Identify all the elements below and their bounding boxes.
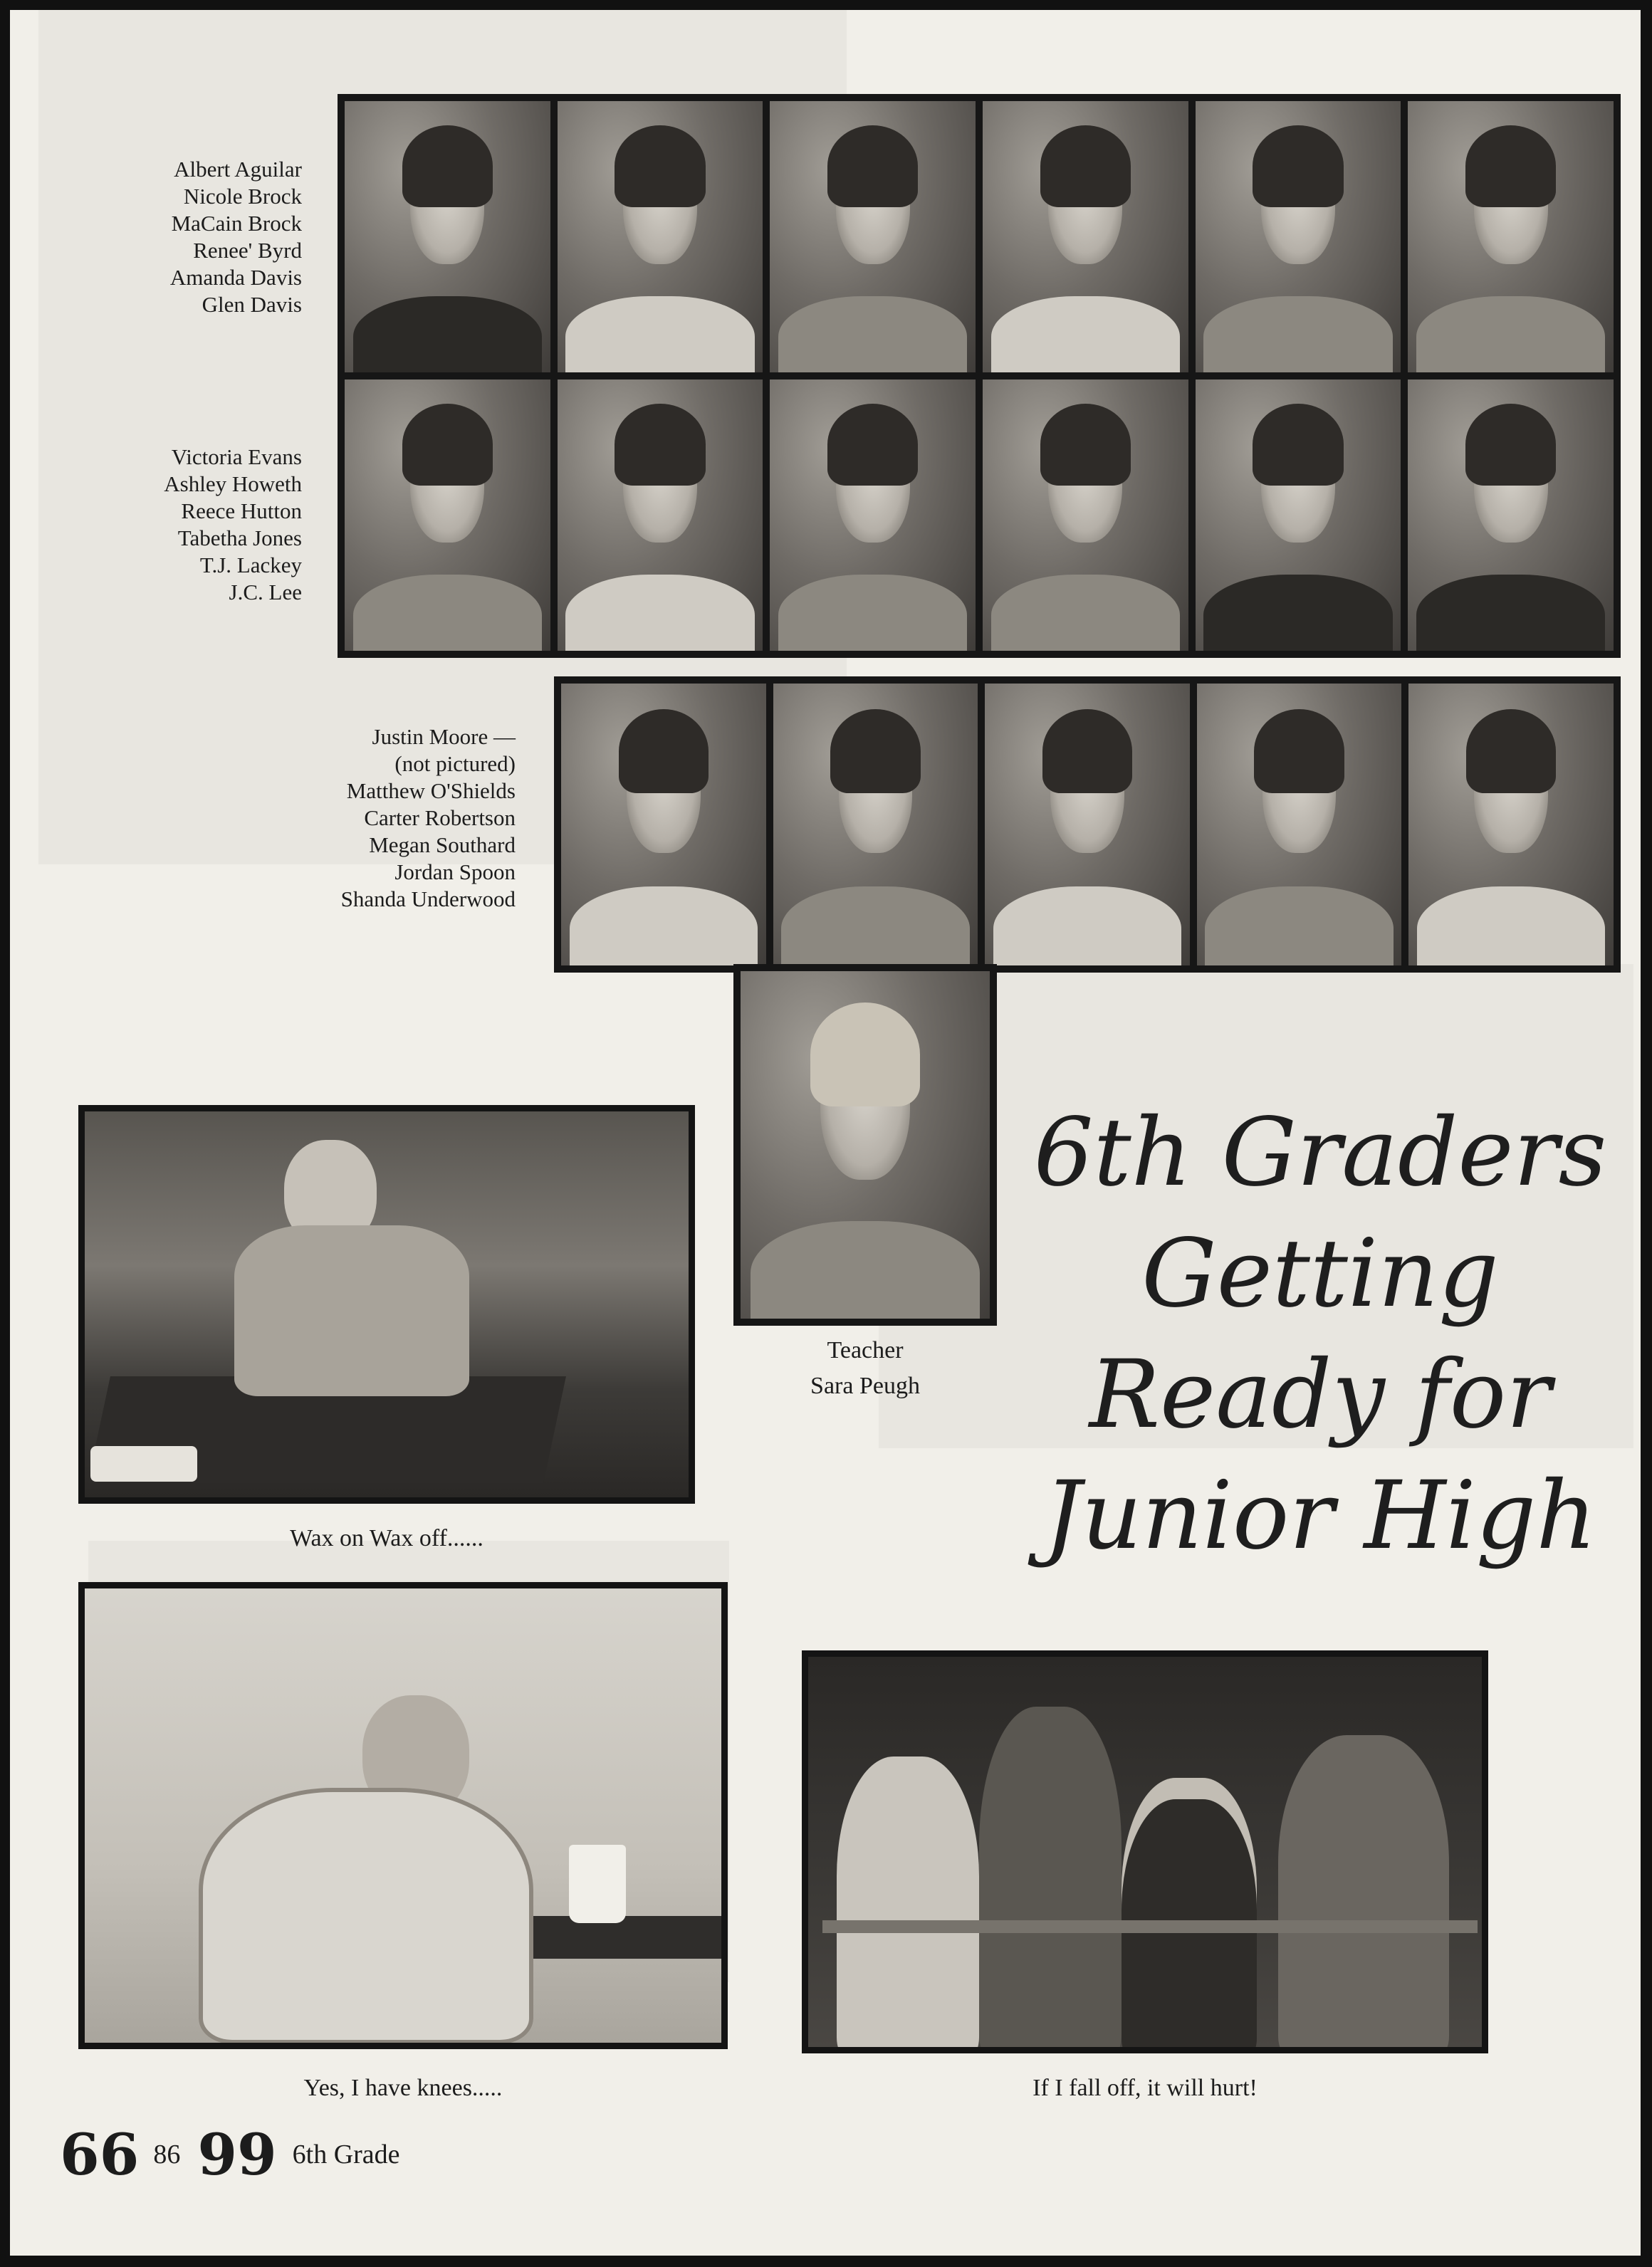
names-row-2: [164, 444, 302, 606]
portrait-grid-row-3: [554, 676, 1621, 973]
candid-photo-knees: [78, 1582, 728, 2049]
student-portrait: [1408, 379, 1614, 651]
railing: [822, 1920, 1478, 1933]
student-figure: [1278, 1735, 1449, 2047]
student-portrait: [561, 684, 766, 965]
cup-shape: [569, 1845, 626, 1923]
teacher-role: Teacher: [827, 1337, 904, 1363]
student-name: J.C. Lee: [229, 580, 302, 604]
student-name: Matthew O'Shields: [346, 778, 516, 803]
student-portrait: [1408, 101, 1614, 372]
page-title: [1007, 1092, 1633, 1576]
student-name: Victoria Evans: [171, 444, 302, 469]
student-portrait: [558, 101, 763, 372]
student-portrait: [345, 379, 550, 651]
student-portrait: [558, 379, 763, 651]
portrait-grid-top: [338, 94, 1621, 658]
title-line: Getting: [1141, 1219, 1499, 1329]
student-portrait: [1196, 379, 1401, 651]
cloth-shape: [90, 1446, 197, 1482]
close-quote: 99: [197, 2121, 277, 2188]
student-name: Reece Hutton: [181, 498, 302, 523]
page-footer: [60, 2121, 400, 2188]
caption-wax: Wax on Wax off......: [290, 1525, 483, 1551]
student-name: Shanda Underwood: [340, 886, 516, 911]
student-name: Justin Moore —: [372, 724, 516, 749]
student-name: Nicole Brock: [183, 184, 302, 209]
student-figure: [837, 1756, 979, 2047]
student-name: Amanda Davis: [169, 265, 302, 290]
student-name: T.J. Lackey: [199, 553, 302, 577]
caption-knees: Yes, I have knees.....: [303, 2075, 503, 2101]
student-name: Jordan Spoon: [394, 859, 516, 884]
student-name: Carter Robertson: [364, 805, 516, 830]
student-portrait: [1196, 101, 1401, 372]
student-name: Ashley Howeth: [164, 471, 302, 496]
candid-photo-railing: [802, 1650, 1488, 2053]
teacher-portrait-frame: [733, 964, 997, 1326]
student-portrait: [773, 684, 978, 965]
student-name: Tabetha Jones: [177, 525, 302, 550]
candid-photo-wax: [78, 1105, 695, 1504]
title-line: 6th Graders: [1033, 1098, 1607, 1208]
student-portrait: [345, 101, 550, 372]
student-portrait: [983, 101, 1188, 372]
student-portrait: [985, 684, 1190, 965]
title-line: Junior High: [1043, 1461, 1597, 1571]
student-name: Glen Davis: [202, 292, 302, 317]
student-name: Albert Aguilar: [174, 157, 302, 182]
names-row-1: [170, 156, 302, 318]
student-name: (not pictured): [394, 751, 516, 776]
student-portrait: [983, 379, 1188, 651]
yearbook-page: [10, 10, 1641, 2256]
caption-fall: If I fall off, it will hurt!: [1032, 2075, 1258, 2101]
student-portrait: [770, 101, 976, 372]
student-portrait: [1408, 684, 1614, 965]
names-row-3: [341, 723, 516, 913]
teacher-caption: [733, 1333, 997, 1404]
student-name: Renee' Byrd: [193, 238, 302, 263]
student-figure: [979, 1707, 1122, 2047]
student-figure: [1122, 1778, 1257, 2047]
page-number: 86: [153, 2140, 181, 2169]
open-quote: 66: [60, 2121, 140, 2188]
student-name: Megan Southard: [369, 832, 516, 857]
title-line: Ready for: [1089, 1340, 1552, 1450]
student-portrait: [1197, 684, 1402, 965]
student-figure: [199, 1788, 533, 2043]
teacher-portrait: [741, 971, 990, 1319]
teacher-name: Sara Peugh: [810, 1373, 920, 1399]
section-label: 6th Grade: [292, 2140, 400, 2169]
student-figure: [234, 1225, 469, 1396]
student-portrait: [770, 379, 976, 651]
student-name: MaCain Brock: [171, 211, 302, 236]
